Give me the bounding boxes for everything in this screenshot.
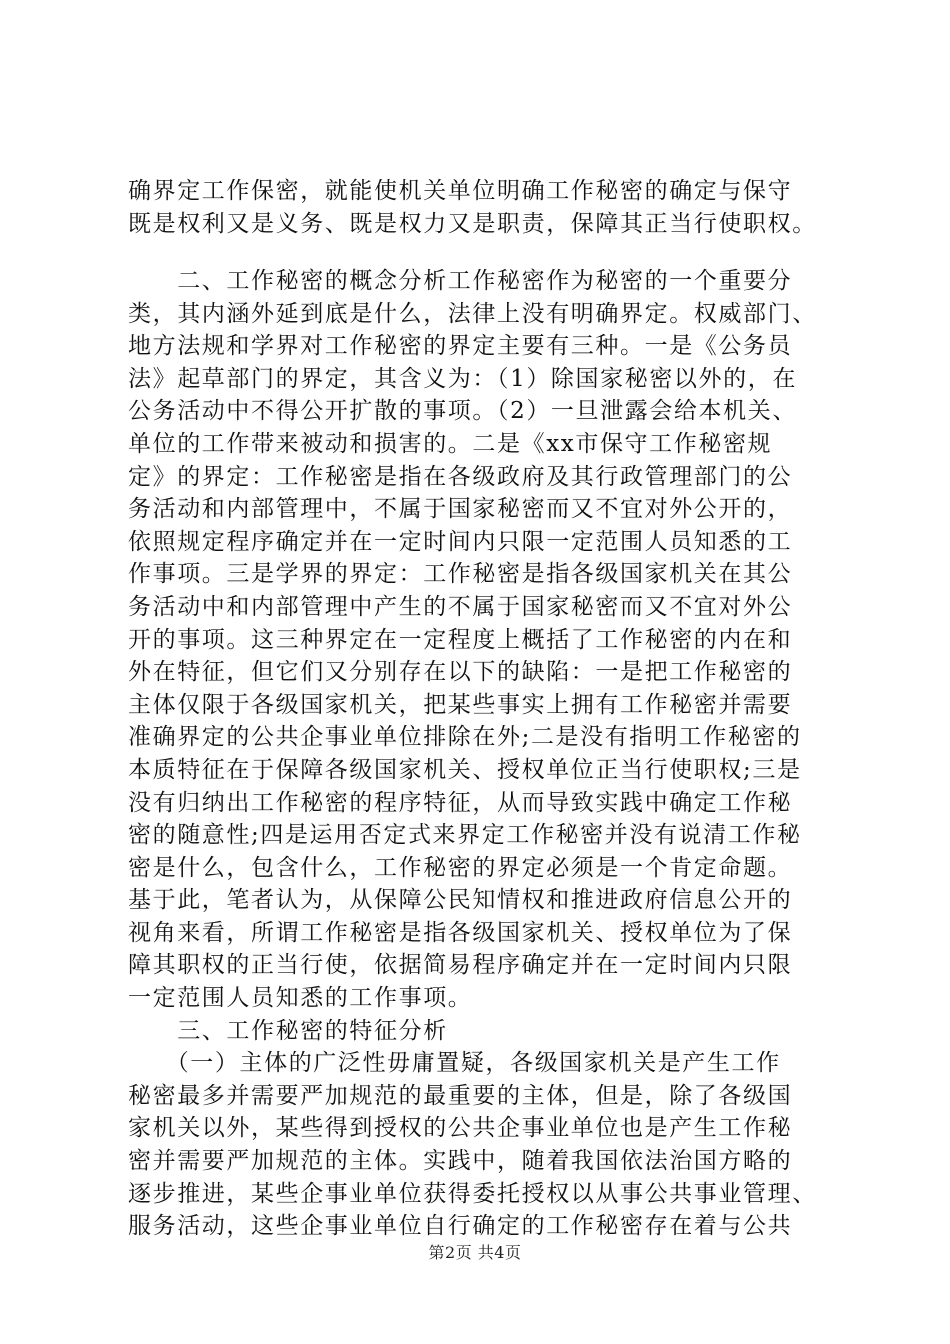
text-line: 视角来看，所谓工作秘密是指各级国家机关、授权单位为了保: [128, 919, 793, 946]
text-line: 主体仅限于各级国家机关，把某些事实上拥有工作秘密并需要: [128, 691, 793, 718]
text-line: 逐步推进，某些企事业单位获得委托授权以从事公共事业管理、: [128, 1180, 817, 1207]
text-line: 作事项。三是学界的界定：工作秘密是指各级国家机关在其公: [128, 561, 793, 588]
text-line: 服务活动，这些企事业单位自行确定的工作秘密存在着与公共: [128, 1213, 793, 1240]
text-line: 既是权利又是义务、既是权力又是职责，保障其正当行使职权。: [128, 210, 817, 237]
text-line: 单位的工作带来被动和损害的。二是《xx市保守工作秘密规: [128, 430, 773, 457]
text-line: 秘密最多并需要严加规范的最重要的主体，但是，除了各级国: [128, 1082, 793, 1109]
text-line: 密的随意性;四是运用否定式来界定工作秘密并没有说清工作秘: [128, 822, 802, 849]
continuation-paragraph: [128, 175, 828, 240]
text-line: 类，其内涵外延到底是什么，法律上没有明确界定。权威部门、: [128, 300, 817, 327]
text-line: 密并需要严加规范的主体。实践中，随着我国依法治国方略的: [128, 1148, 793, 1175]
subsection-one-line: （一）主体的广泛性毋庸置疑，各级国家机关是产生工作: [128, 1050, 781, 1077]
text-line: 确界定工作保密，就能使机关单位明确工作秘密的确定与保守: [128, 178, 793, 204]
section-three-heading: 三、工作秘密的特征分析: [128, 1017, 448, 1044]
section-two-heading-line: 二、工作秘密的概念分析工作秘密作为秘密的一个重要分: [128, 268, 793, 294]
text-line: 外在特征，但它们又分别存在以下的缺陷：一是把工作秘密的: [128, 659, 793, 686]
text-line: 地方法规和学界对工作秘密的界定主要有三种。一是《公务员: [128, 333, 793, 360]
text-line: 法》起草部门的界定，其含义为：（1）除国家秘密以外的，在: [128, 365, 797, 392]
text-line: 务活动和内部管理中，不属于国家秘密而又不宜对外公开的，: [128, 496, 793, 523]
text-line: 准确界定的公共企事业单位排除在外;二是没有指明工作秘密的: [128, 724, 802, 751]
text-line: 家机关以外，某些得到授权的公共企事业单位也是产生工作秘: [128, 1115, 793, 1142]
text-line: 定》的界定：工作秘密是指在各级政府及其行政管理部门的公: [128, 463, 793, 490]
text-line: 密是什么，包含什么，工作秘密的界定必须是一个肯定命题。: [128, 854, 793, 881]
text-line: 本质特征在于保障各级国家机关、授权单位正当行使职权;三是: [128, 756, 802, 783]
text-line: 依照规定程序确定并在一定时间内只限一定范围人员知悉的工: [128, 528, 793, 555]
text-line: 没有归纳出工作秘密的程序特征，从而导致实践中确定工作秘: [128, 789, 793, 816]
page-number-footer: 第2页 共4页: [428, 1243, 522, 1262]
text-line: 一定范围人员知悉的工作事项。: [128, 985, 473, 1012]
text-line: 基于此，笔者认为，从保障公民知情权和推进政府信息公开的: [128, 887, 793, 914]
body-text: [128, 265, 828, 1243]
text-line: 开的事项。这三种界定在一定程度上概括了工作秘密的内在和: [128, 626, 793, 653]
text-line: 务活动中和内部管理中产生的不属于国家秘密而又不宜对外公: [128, 593, 793, 620]
text-line: 障其职权的正当行使，依据简易程序确定并在一定时间内只限: [128, 952, 793, 979]
text-line: 公务活动中不得公开扩散的事项。（2）一旦泄露会给本机关、: [128, 398, 797, 425]
